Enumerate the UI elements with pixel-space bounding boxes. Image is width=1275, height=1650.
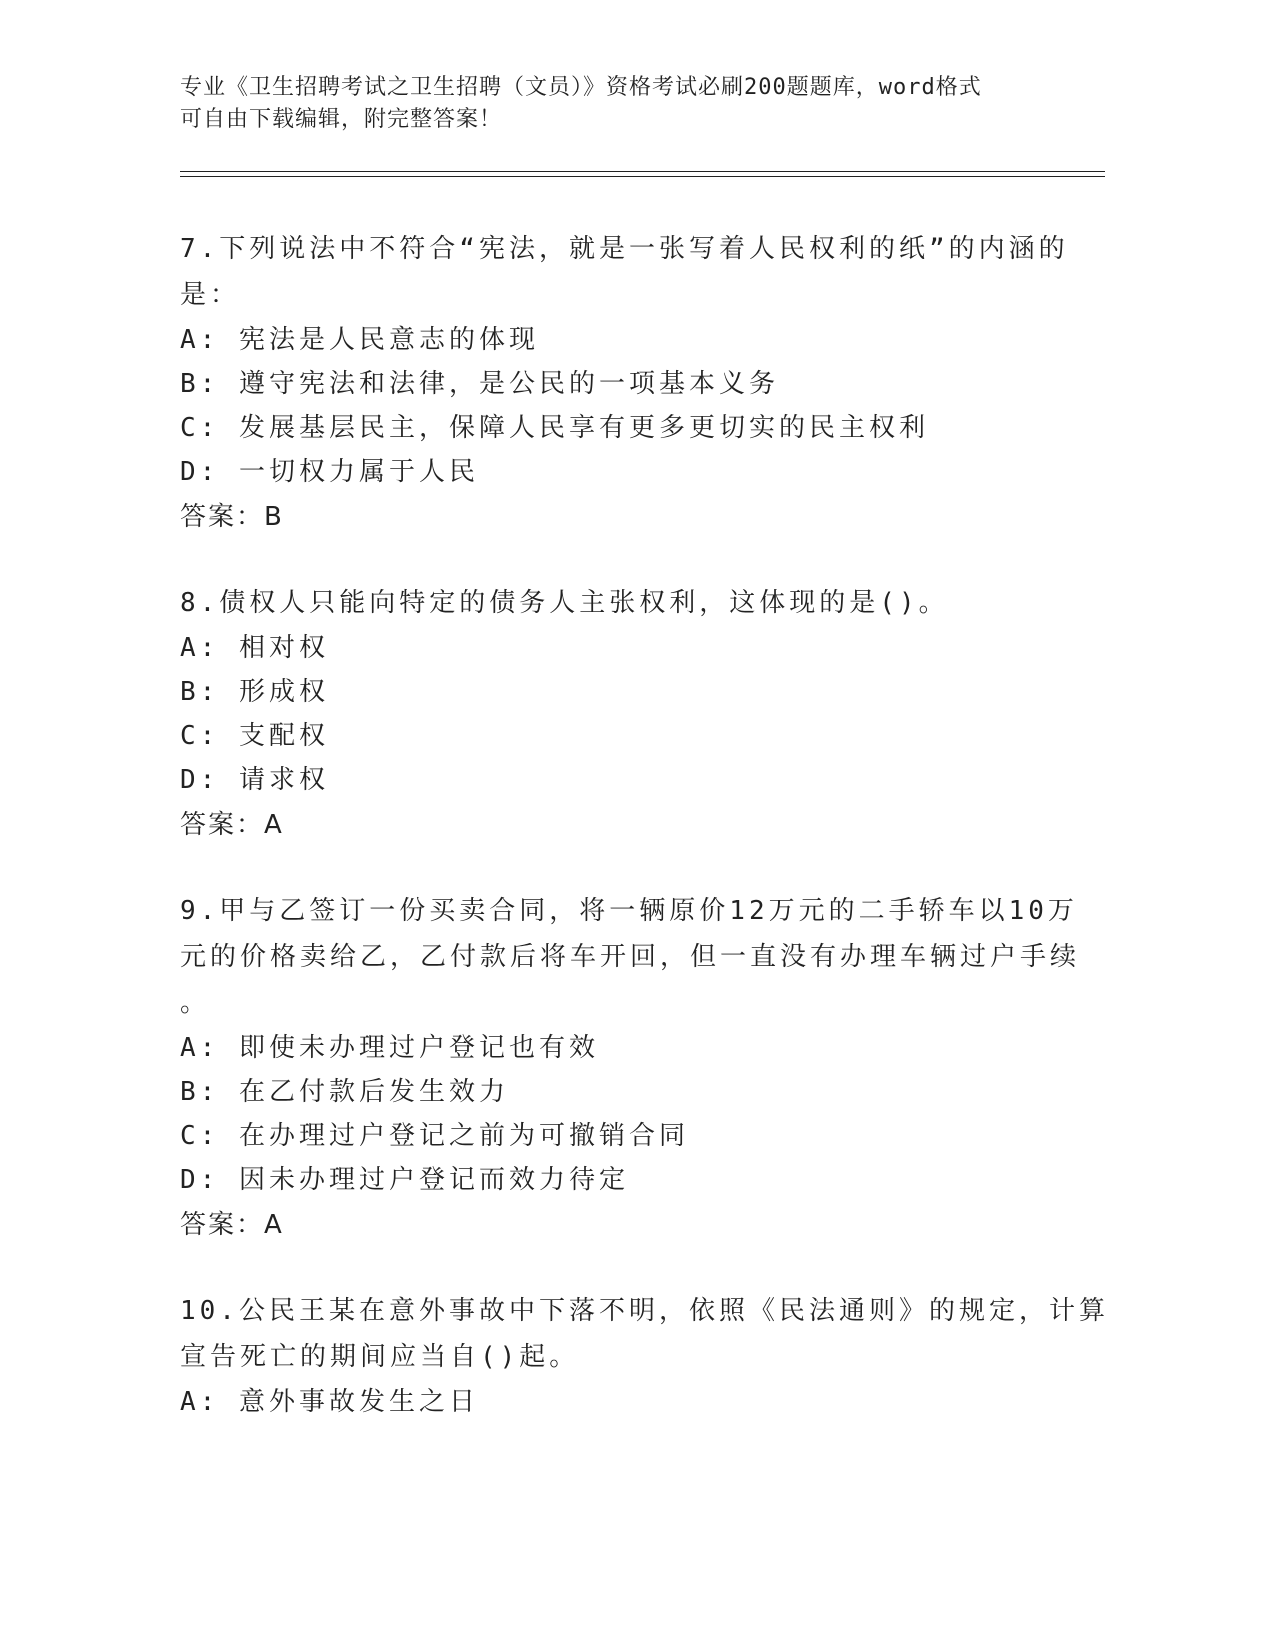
spacer — [180, 1248, 1080, 1288]
option-a: A: 宪法是人民意志的体现 — [180, 325, 539, 355]
header-line-2: 可自由下载编辑，附完整答案！ — [180, 107, 503, 132]
option-a: A: 相对权 — [180, 633, 329, 663]
option-c: C: 在办理过户登记之前为可撤销合同 — [180, 1121, 689, 1151]
spacer — [180, 540, 1080, 580]
question-text-line: 是： — [180, 280, 241, 310]
option-c: C: 支配权 — [180, 721, 329, 751]
option-b: B: 形成权 — [180, 677, 329, 707]
question-text-line: 9.甲与乙签订一份买卖合同，将一辆原价12万元的二手轿车以10万 — [180, 896, 1078, 926]
option-b: B: 遵守宪法和法律，是公民的一项基本义务 — [180, 369, 779, 399]
option-a: A: 意外事故发生之日 — [180, 1387, 479, 1417]
question-text — [180, 580, 1080, 626]
question-text-line: 8.债权人只能向特定的债务人主张权利，这体现的是()。 — [180, 588, 949, 618]
spacer — [180, 848, 1080, 888]
header-rule-bottom — [180, 176, 1105, 177]
document-header — [180, 72, 1040, 136]
question-9 — [180, 888, 1080, 1248]
answer-label: 答案：A — [180, 1210, 284, 1240]
question-10 — [180, 1288, 1109, 1424]
question-text-line: 7.下列说法中不符合“宪法，就是一张写着人民权利的纸”的内涵的 — [180, 234, 1069, 264]
question-text — [180, 226, 1080, 318]
question-text-line: 元的价格卖给乙，乙付款后将车开回，但一直没有办理车辆过户手续 — [180, 942, 1081, 972]
question-text-line: 。 — [180, 988, 211, 1018]
question-text-line: 宣告死亡的期间应当自()起。 — [180, 1342, 580, 1372]
question-text-line: 10.公民王某在意外事故中下落不明，依照《民法通则》的规定，计算 — [180, 1296, 1109, 1326]
question-7 — [180, 226, 1080, 540]
question-8 — [180, 580, 1080, 848]
answer-label: 答案：B — [180, 502, 284, 532]
question-list — [180, 226, 1109, 1424]
option-c: C: 发展基层民主，保障人民享有更多更切实的民主权利 — [180, 413, 929, 443]
option-d: D: 一切权力属于人民 — [180, 457, 479, 487]
question-text — [180, 1288, 1109, 1380]
option-d: D: 因未办理过户登记而效力待定 — [180, 1165, 629, 1195]
option-b: B: 在乙付款后发生效力 — [180, 1077, 509, 1107]
answer-label: 答案：A — [180, 810, 284, 840]
header-rule-top — [180, 171, 1105, 172]
question-text — [180, 888, 1080, 1026]
header-line-1: 专业《卫生招聘考试之卫生招聘（文员）》资格考试必刷200题题库，word格式 — [180, 75, 982, 100]
option-a: A: 即使未办理过户登记也有效 — [180, 1033, 599, 1063]
option-d: D: 请求权 — [180, 765, 329, 795]
